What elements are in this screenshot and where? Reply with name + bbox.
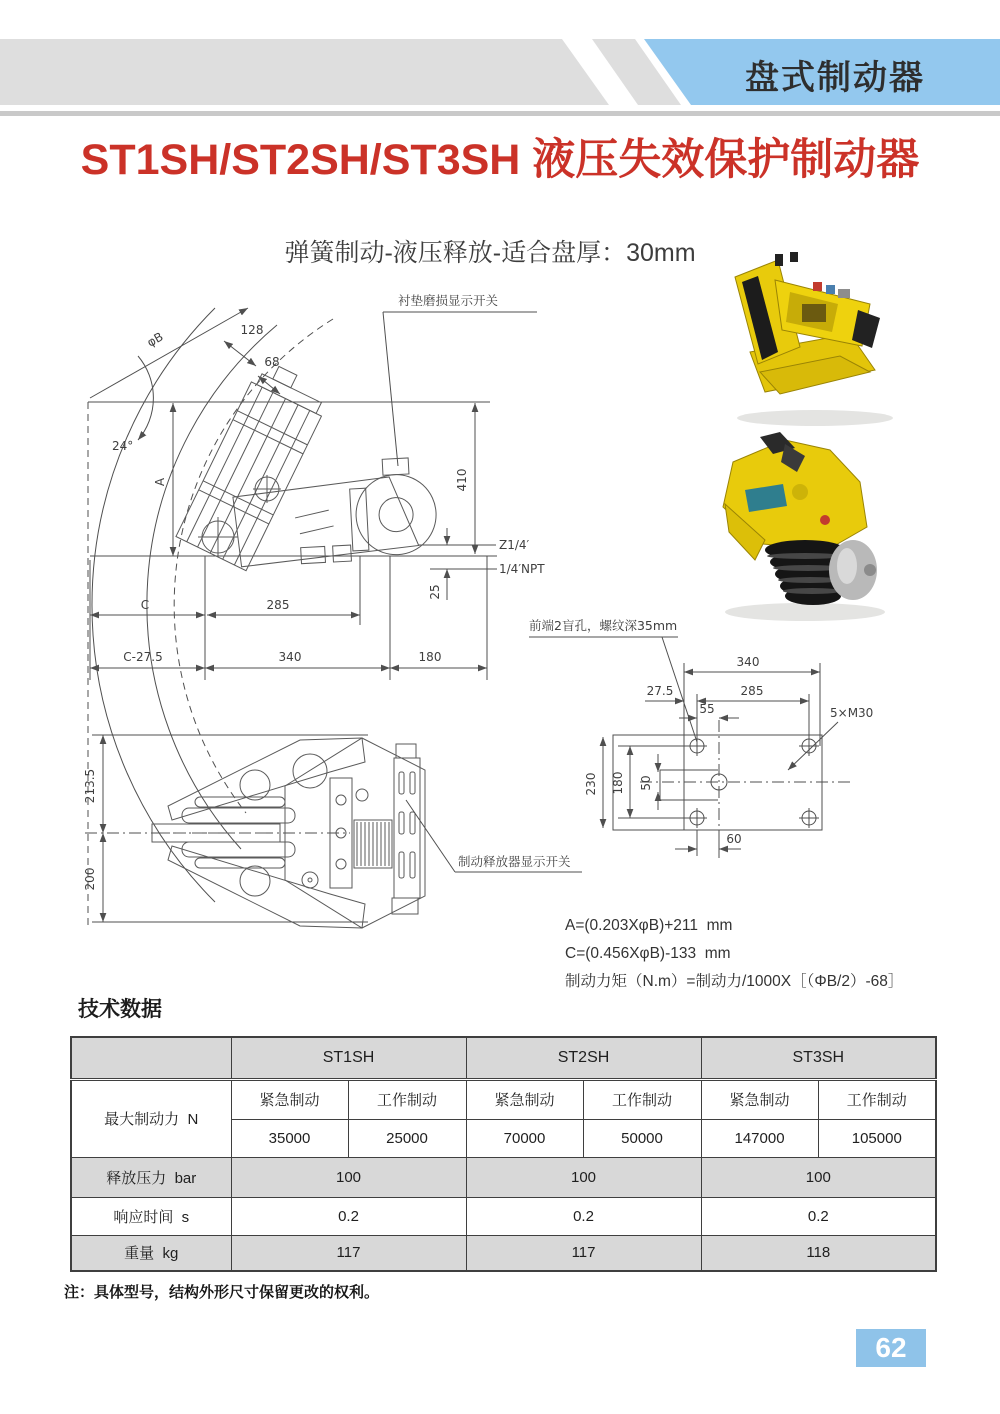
formula-a: A=(0.203XφB)+211 mm [565,917,733,934]
value-cell: 147000 [701,1119,818,1157]
dim-180: 180 [418,650,442,664]
product-photo-2 [705,432,900,627]
row-label-release: 释放压力 bar [71,1157,231,1197]
dim-68: 68 [264,355,280,369]
header-st2sh: ST2SH [466,1037,701,1079]
pad-stack [176,359,333,571]
value-cell: 0.2 [231,1197,466,1235]
header-st3sh: ST3SH [701,1037,936,1079]
blind-holes-label: 前端2盲孔，螺纹深35mm [529,618,678,633]
dim-340: 340 [278,650,302,664]
subheader-cell: 紧急制动 [701,1079,818,1119]
table-release-row [71,1157,936,1197]
plate-dim-180: 180 [611,771,625,795]
value-cell: 118 [701,1235,936,1271]
band-gray-segment [0,39,609,105]
value-cell: 50000 [583,1119,701,1157]
value-cell: 105000 [818,1119,936,1157]
product-photo-1 [720,252,915,432]
table-header-row [71,1037,936,1079]
plate-dim-m30: 5×M30 [830,706,874,720]
dim-c275: C-27.5 [123,650,163,664]
dim-25: 25 [428,584,442,600]
release-switch-label: 制动释放器显示开关 [458,854,571,869]
dim-128: 128 [240,323,264,337]
value-cell: 100 [466,1157,701,1197]
dim-a: A [153,477,167,487]
page-number-badge: 62 [856,1329,926,1367]
row-label-max-force: 最大制动力 N [71,1079,231,1157]
plate-dim-230: 230 [584,772,598,796]
subheader-cell: 工作制动 [348,1079,466,1119]
mounting-hole-pattern-drawing [529,618,873,858]
subheader-cell: 紧急制动 [466,1079,583,1119]
wear-switch-label: 衬垫磨损显示开关 [398,293,499,308]
formula-block [565,912,903,996]
value-cell: 117 [466,1235,701,1271]
value-cell: 100 [701,1157,936,1197]
row-label-response: 响应时间 s [71,1197,231,1235]
formula-c: C=(0.456XφB)-133 mm [565,945,731,962]
dim-24deg: 24° [112,439,134,453]
value-cell: 35000 [231,1119,348,1157]
tech-data-title: 技术数据 [78,998,162,1021]
page-title: ST1SH/ST2SH/ST3SH 液压失效保护制动器 [80,136,920,184]
footnote: 注：具体型号，结构外形尺寸保留更改的权利。 [64,1284,380,1301]
plate-dim-340: 340 [736,655,760,669]
table-weight-row [71,1235,936,1271]
plate-dim-50: 50 [639,775,653,791]
plate-dim-285: 285 [740,684,764,698]
table-response-row [71,1197,936,1235]
row-label-weight: 重量 kg [71,1235,231,1271]
band-underline [0,111,1000,116]
value-cell: 25000 [348,1119,466,1157]
subheader-cell: 工作制动 [583,1079,701,1119]
page-subtitle: 弹簧制动-液压释放-适合盘厚：30mm [284,239,696,267]
spec-table [70,1036,937,1272]
value-cell: 117 [231,1235,466,1271]
plate-dim-60: 60 [726,832,742,846]
plate-dim-55: 55 [699,702,715,716]
dim-npt: 1/4′NPT [499,562,545,576]
caliper-arm [231,457,438,567]
dim-phi-b: φB [144,329,166,350]
header-st1sh: ST1SH [231,1037,466,1079]
formula-torque: 制动力矩（N.m）=制动力/1000X［（ΦB/2）-68］ [565,973,904,990]
value-cell: 70000 [466,1119,583,1157]
value-cell: 100 [231,1157,466,1197]
plate-dim-27-5: 27.5 [646,684,674,698]
dim-200: 200 [83,867,97,891]
header-empty-cell [71,1037,231,1079]
dim-z14: Z1/4′ [499,538,530,552]
value-cell: 0.2 [701,1197,936,1235]
section-title: 盘式制动器 [745,59,925,97]
dim-285: 285 [266,598,290,612]
table-subheader-row [71,1079,936,1119]
dim-410: 410 [455,468,469,492]
subheader-cell: 紧急制动 [231,1079,348,1119]
dim-c: C [140,598,150,612]
dim-213-5: 213.5 [83,768,97,804]
value-cell: 0.2 [466,1197,701,1235]
subheader-cell: 工作制动 [818,1079,936,1119]
